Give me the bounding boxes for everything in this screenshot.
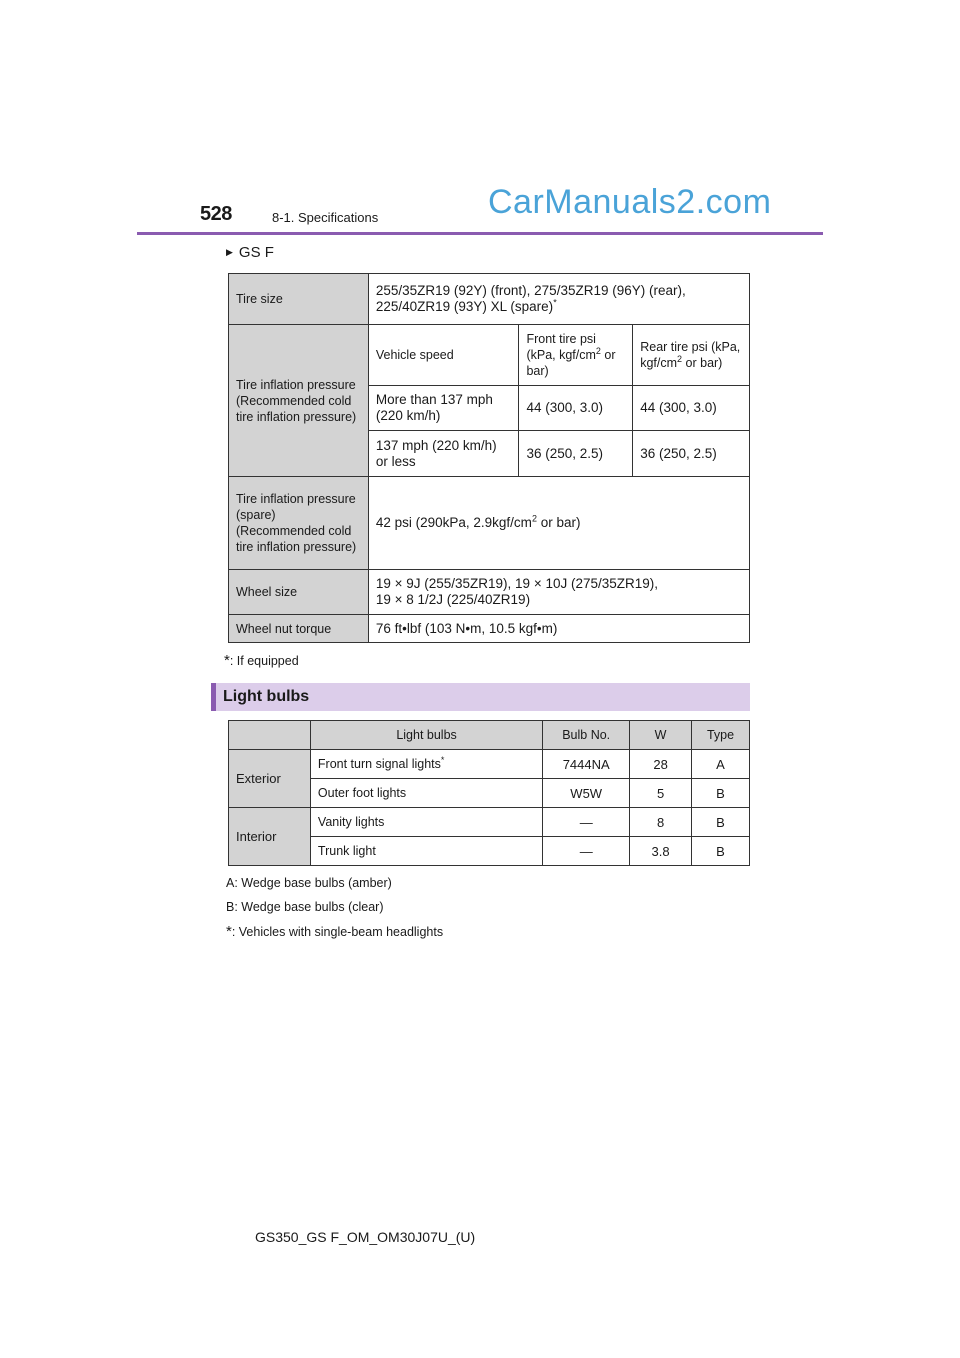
wheel-torque-value: 76 ft•lbf (103 N•m, 10.5 kgf•m) [368,615,749,643]
bulb-name-cell: Trunk light [310,837,542,866]
bulb-name-cell: Vanity lights [310,808,542,837]
bulb-name-cell: Outer foot lights [310,779,542,808]
table-row [229,477,750,570]
speed-cell: 137 mph (220 km/h) or less [368,431,519,477]
col-header-light-bulbs: Light bulbs [310,721,542,750]
superscript-2: 2 [595,345,601,356]
tire-footnote [224,652,299,669]
asterisk-mark: * [553,297,557,308]
wheel-size-line: 19 × 9J (255/35ZR19), 19 × 10J (275/35ZR19), [375,576,659,591]
table-row [229,570,750,615]
superscript-2: 2 [677,353,683,364]
variant-label: GS F [238,244,274,261]
bulb-number-cell: 7444NA [543,750,630,779]
bulb-number-cell: W5W [543,779,630,808]
triangle-bullet-icon: ▶ [226,247,233,257]
spare-pressure-label: Tire inflation pressure (spare) (Recommended cold tire inflation pressure) [229,477,369,570]
header-rule [137,232,823,235]
col-header-bulb-no: Bulb No. [543,721,630,750]
asterisk-mark: * [226,923,232,940]
table-row [229,274,750,325]
light-bulbs-title: Light bulbs [223,688,310,705]
spare-pressure-value [368,477,749,570]
wattage-cell: 5 [630,779,692,808]
category-exterior: Exterior [229,750,311,808]
wheel-size-line: 19 × 8 1/2J (225/40ZR19) [375,592,531,607]
vehicle-speed-header: Vehicle speed [368,325,519,386]
wheel-torque-label: Wheel nut torque [229,615,369,643]
bulb-name-cell [310,750,542,779]
category-interior: Interior [229,808,311,866]
legend-type-b: B: Wedge base bulbs (clear) [226,900,384,914]
col-header-w: W [630,721,692,750]
tire-spec-table [228,273,750,643]
legend-asterisk-text: : Vehicles with single-beam headlights [231,925,444,939]
wheel-size-value [368,570,749,615]
tire-size-label: Tire size [229,274,369,325]
bulb-type-cell: B [692,837,750,866]
bulb-number-cell: — [543,837,630,866]
speed-cell: More than 137 mph (220 km/h) [368,386,519,431]
legend-asterisk [226,923,443,940]
wheel-size-label: Wheel size [229,570,369,615]
bulb-type-cell: B [692,808,750,837]
table-row [229,808,750,837]
tire-footnote-text: : If equipped [229,654,299,668]
spare-pressure-text: 42 psi (290kPa, 2.9kgf/cm [375,515,532,530]
table-row [229,325,750,386]
rear-tire-header-text: Rear tire psi (kPa, kgf/cm [640,340,741,370]
document-code: GS350_GS F_OM_OM30J07U_(U) [255,1229,476,1245]
tire-size-text: 255/35ZR19 (92Y) (front), 275/35ZR19 (96Y) (rear), 225/40ZR19 (93Y) XL (spare) [375,283,686,314]
legend-type-a: A: Wedge base bulbs (amber) [226,876,392,890]
front-tire-header-text: Front tire psi (kPa, kgf/cm [526,332,596,362]
asterisk-mark: * [440,754,445,765]
spare-pressure-suffix: or bar) [540,515,581,530]
section-label: 8-1. Specifications [272,210,379,225]
front-tire-header [519,325,633,386]
wattage-cell: 8 [630,808,692,837]
watermark: CarManuals2.com [488,183,772,221]
wattage-cell: 28 [630,750,692,779]
variant-heading [226,244,274,261]
asterisk-mark: * [224,652,230,669]
wattage-cell: 3.8 [630,837,692,866]
bulb-name-text: Front turn signal lights [317,757,441,771]
light-bulbs-table [228,720,750,866]
empty-header-cell [229,721,311,750]
rear-tire-unit-suffix: or bar) [685,356,723,370]
rear-pressure-cell: 44 (300, 3.0) [633,386,750,431]
rear-tire-header [633,325,750,386]
front-pressure-cell: 36 (250, 2.5) [519,431,633,477]
col-header-type: Type [692,721,750,750]
table-row [229,615,750,643]
table-header-row [229,721,750,750]
inflation-pressure-label: Tire inflation pressure (Recommended cold tire inflation pressure) [229,325,369,477]
page-number: 528 [200,203,232,225]
rear-pressure-cell: 36 (250, 2.5) [633,431,750,477]
bulb-type-cell: B [692,779,750,808]
tire-size-value [368,274,749,325]
table-row [229,750,750,779]
bulb-type-cell: A [692,750,750,779]
banner-accent-bar [211,683,216,711]
front-tire-unit-suffix: or bar) [526,348,616,378]
superscript-2: 2 [531,513,537,524]
front-pressure-cell: 44 (300, 3.0) [519,386,633,431]
bulb-number-cell: — [543,808,630,837]
